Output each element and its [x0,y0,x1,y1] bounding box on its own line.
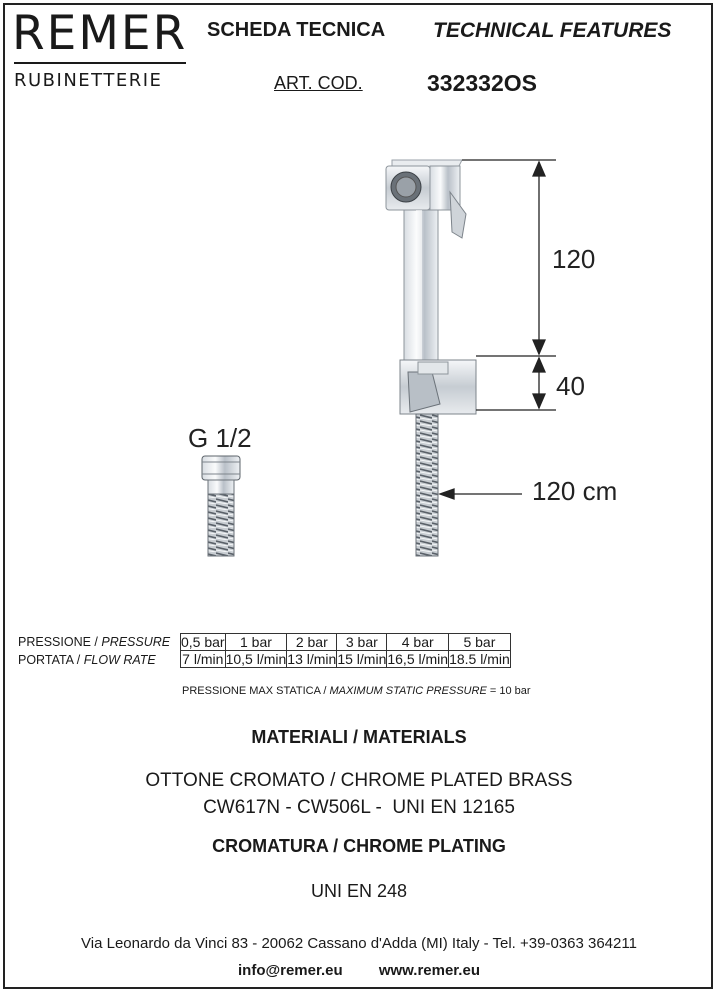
table-cell: 0,5 bar [181,634,225,650]
hand-shower [386,160,466,360]
contacts [0,962,718,979]
table-cell: 2 bar [287,634,337,651]
title-english: TECHNICAL FEATURES [433,19,672,42]
materials-line-1: OTTONE CROMATO / CHROME PLATED BRASS [145,770,573,791]
plating-standard: UNI EN 248 [310,881,408,901]
article-label: ART. COD. [274,73,363,93]
title-italian: SCHEDA TECNICA [207,19,386,41]
wall-holder [400,360,476,414]
email-link[interactable]: info@remer.eu [238,962,343,979]
table-cell: 18.5 l/min [449,651,510,667]
website-link[interactable]: www.remer.eu [378,962,480,979]
dim-holder-label: 40 [556,371,585,401]
table-row-pressure [181,634,511,651]
dim-top-label: 120 [552,244,596,274]
article-code: 332332OS [427,70,537,96]
table-cell: 4 bar [387,634,449,651]
brand-subtitle: RUBINETTERIE [14,70,163,91]
materials-title: MATERIALI / MATERIALS [251,727,467,747]
table-cell: 15 l/min [337,651,387,667]
table-cell: 1 bar [225,634,287,651]
pressure-flow-table [180,633,511,668]
materials-line-2: CW617N - CW506L - UNI EN 12165 [203,797,515,818]
table-cell: 10,5 l/min [225,651,287,667]
company-address: Via Leonardo da Vinci 83 - 20062 Cassano d'Adda (MI) Italy - Tel. +39-0363 364211 [81,935,637,952]
table-cell: 3 bar [337,634,387,651]
table-row-flow [181,651,511,668]
table-cell: 13 l/min [287,651,337,667]
connector-label: G 1/2 [188,423,252,453]
flexible-hose [416,414,438,556]
brand-logo: REMER [12,6,188,61]
plating-title: CROMATURA / CHROME PLATING [212,836,506,856]
table-cell: 7 l/min [182,651,224,667]
flow-row-label: PORTATA / FLOW RATE [18,653,156,667]
dim-hose-label: 120 cm [532,476,618,506]
table-cell: 5 bar [449,634,511,651]
max-pressure-note: PRESSIONE MAX STATICA / MAXIMUM STATIC PRESSURE = 10 bar [182,685,531,697]
table-cell: 16,5 l/min [387,651,449,667]
hose-connector [202,456,240,556]
pressure-row-label: PRESSIONE / PRESSURE [18,635,171,649]
